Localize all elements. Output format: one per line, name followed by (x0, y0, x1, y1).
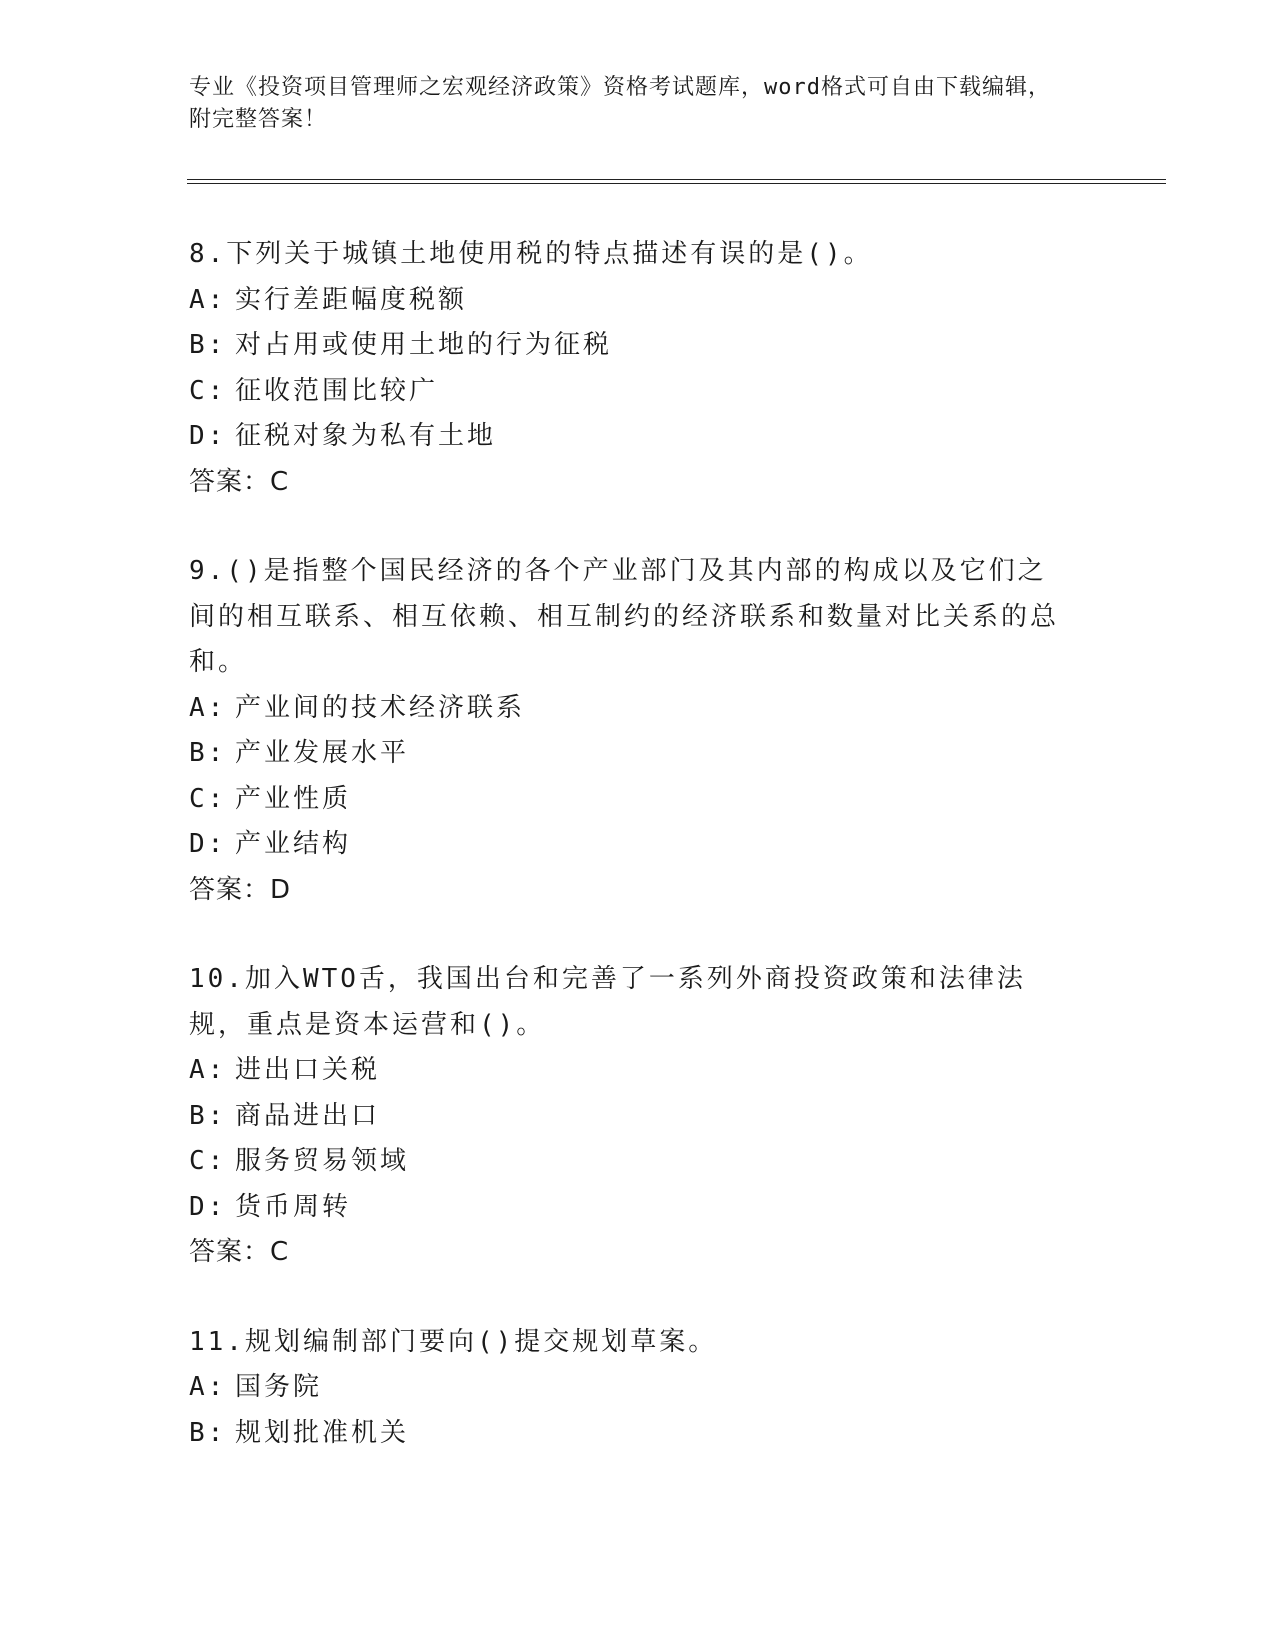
option-letter: B: (189, 738, 227, 768)
option-d (189, 414, 1069, 460)
question-list (189, 232, 1069, 1500)
answer-line: 答案：C (189, 1237, 290, 1267)
option-letter: B: (189, 1417, 227, 1448)
option-text: 进出口关税 (235, 1055, 381, 1085)
option-text: 产业结构 (235, 829, 352, 859)
option-b (189, 323, 1069, 369)
option-letter: C: (189, 1146, 227, 1176)
option-a (189, 1048, 1069, 1094)
option-text: 产业间的技术经济联系 (235, 692, 526, 723)
option-text: 规划批准机关 (235, 1417, 410, 1448)
option-text: 征收范围比较广 (235, 375, 439, 406)
option-letter: D: (189, 421, 227, 451)
option-text: 产业发展水平 (235, 738, 410, 768)
question-stem: 10.加入WTO舌，我国出台和完善了一系列外商投资政策和法律法规，重点是资本运营和()。 (189, 964, 1026, 1040)
option-letter: B: (189, 1100, 227, 1131)
header-double-rule (187, 179, 1166, 184)
option-b (189, 1094, 1069, 1140)
question-stem: 8.下列关于城镇土地使用税的特点描述有误的是()。 (189, 239, 873, 269)
option-letter: B: (189, 330, 227, 360)
option-a (189, 278, 1069, 324)
document-header: 专业《投资项目管理师之宏观经济政策》资格考试题库，word格式可自由下载编辑，附完整答案！ (189, 75, 1051, 132)
answer-line: 答案：C (189, 466, 290, 497)
option-text: 货币周转 (235, 1191, 352, 1222)
option-letter: A: (189, 1372, 227, 1402)
question-8 (189, 232, 1069, 505)
option-text: 实行差距幅度税额 (235, 284, 468, 315)
option-letter: C: (189, 783, 227, 814)
option-letter: D: (189, 829, 227, 859)
option-letter: A: (189, 1055, 227, 1085)
option-c (189, 777, 1069, 823)
option-letter: C: (189, 375, 227, 406)
option-text: 商品进出口 (235, 1100, 381, 1131)
option-d (189, 822, 1069, 868)
option-letter: D: (189, 1191, 227, 1222)
option-a (189, 686, 1069, 732)
option-text: 国务院 (235, 1372, 323, 1402)
option-c (189, 369, 1069, 415)
option-d (189, 1185, 1069, 1231)
answer-line: 答案：D (189, 874, 292, 905)
option-letter: A: (189, 692, 227, 723)
option-text: 产业性质 (235, 783, 352, 814)
question-stem: 11.规划编制部门要向()提交规划草案。 (189, 1326, 718, 1357)
option-a (189, 1365, 1069, 1411)
option-c (189, 1139, 1069, 1185)
option-text: 对占用或使用土地的行为征税 (235, 330, 613, 360)
option-text: 征税对象为私有土地 (235, 421, 497, 451)
option-b (189, 1411, 1069, 1457)
question-9 (189, 549, 1069, 913)
question-11 (189, 1320, 1069, 1457)
question-10 (189, 957, 1069, 1276)
option-b (189, 731, 1069, 777)
question-stem: 9.()是指整个国民经济的各个产业部门及其内部的构成以及它们之间的相互联系、相互依赖、相互制约的经济联系和数量对比关系的总和。 (189, 556, 1060, 677)
option-letter: A: (189, 284, 227, 315)
option-text: 服务贸易领域 (235, 1146, 410, 1176)
